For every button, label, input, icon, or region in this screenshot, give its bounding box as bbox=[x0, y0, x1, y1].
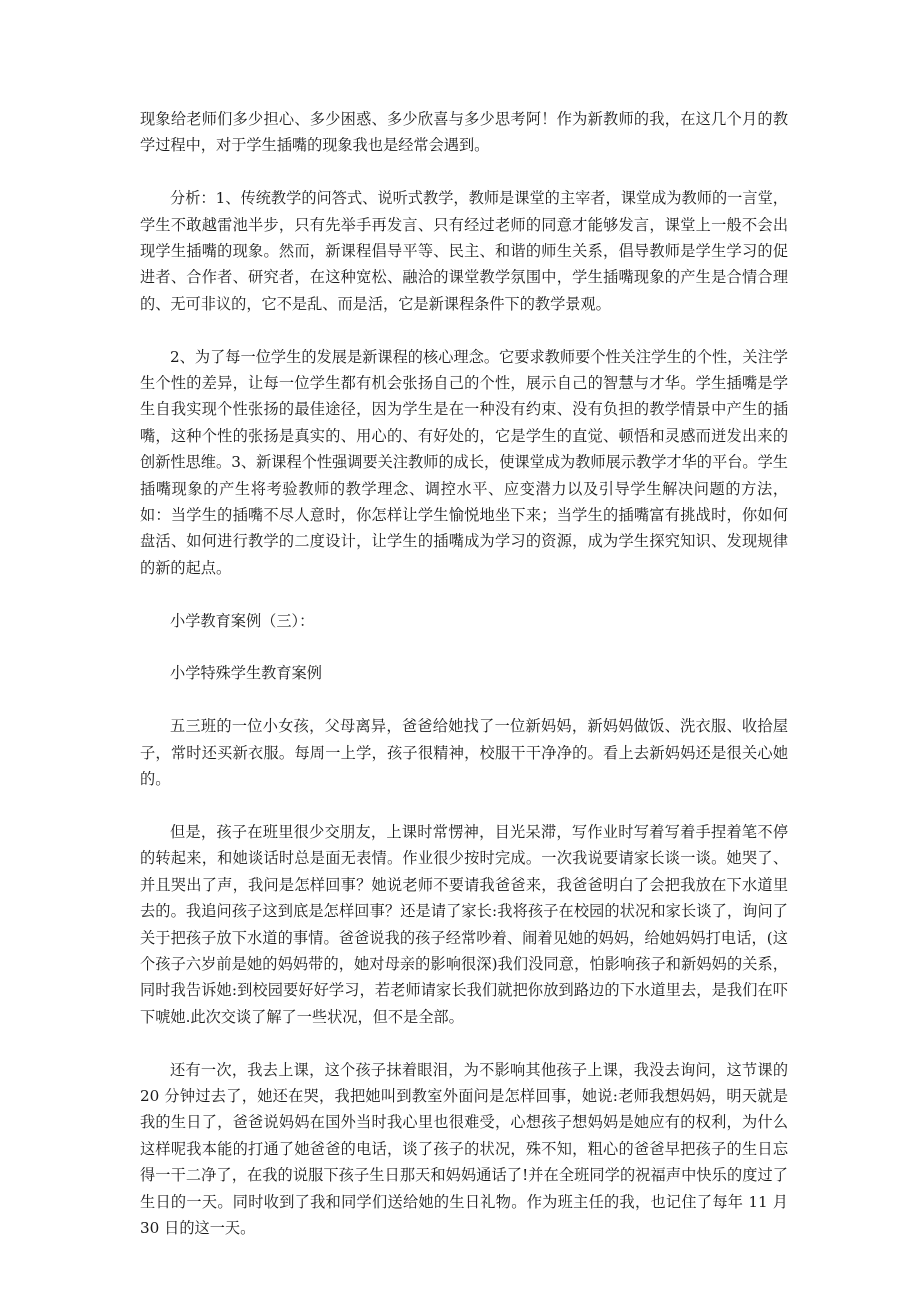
paragraph-intro-continuation: 现象给老师们多少担心、多少困惑、多少欣喜与多少思考阿！作为新教师的我，在这几个月的教学过程中，对于学生插嘴的现象我也是经常会遇到。 bbox=[140, 110, 788, 155]
document-body bbox=[140, 106, 788, 1268]
section-heading-case-3: 小学教育案例（三）： bbox=[170, 611, 315, 630]
paragraph-analysis-1: 分析：1、传统教学的问答式、说听式教学，教师是课堂的主宰者，课堂成为教师的一言堂，学生不敢越雷池半步，只有先举手再发言、只有经过老师的同意才能够发言，课堂上一般不会出现学生插嘴的现象。然而，新课程倡导平等、民主、和谐的师生关系，倡导教师是学生学习的促进者、合作者、研究者，在这种宽松、融洽的课堂教学氛围中，学生插嘴现象的产生是合情合理的、无可非议的，它不是乱、而是活，它是新课程条件下的教学景观。 bbox=[140, 189, 788, 313]
paragraph-case-background: 五三班的一位小女孩，父母离异，爸爸给她找了一位新妈妈，新妈妈做饭、洗衣服、收拾屋子，常时还买新衣服。每周一上学，孩子很精神，校服干干净净的。看上去新妈妈还是很关心她的。 bbox=[140, 717, 788, 789]
paragraph-case-problem: 但是，孩子在班里很少交朋友，上课时常愣神，目光呆滞，写作业时写着写着手捏着笔不停的转起来，和她谈话时总是面无表情。作业很少按时完成。一次我说要请家长谈一谈。她哭了、并且哭出了声，我问是怎样回事？她说老师不要请我爸爸来，我爸爸明白了会把我放在下水道里去的。我追问孩子这到底是怎样回事？还是请了家长:我将孩子在校园的状况和家长谈了，询问了关于把孩子放下水道的事情。爸爸说我的孩子经常吵着、闹着见她的妈妈，给她妈妈打电话，(这个孩子六岁前是她的妈妈带的，她对母亲的影响很深)我们没同意，怕影响孩子和新妈妈的关系，同时我告诉她:到校园要好好学习，若老师请家长我们就把你放到路边的下水道里去，是我们在吓下唬她.此次交谈了解了一些状况，但不是全部。 bbox=[140, 822, 788, 1026]
paragraph-analysis-2-3: 2、为了每一位学生的发展是新课程的核心理念。它要求教师要个性关注学生的个性，关注学生个性的差异，让每一位学生都有机会张扬自己的个性，展示自己的智慧与才华。学生插嘴是学生自我实现个性张扬的最佳途径，因为学生是在一种没有约束、没有负担的教学情景中产生的插嘴，这种个性的张扬是真实的、用心的、有好处的，它是学生的直觉、顿悟和灵感而迸发出来的创新性思维。3、新课程个性强调要关注教师的成长，使课堂成为教师展示教学才华的平台。学生插嘴现象的产生将考验教师的教学理念、调控水平、应变潜力以及引导学生解决问题的方法，如：当学生的插嘴不尽人意时，你怎样让学生愉悦地坐下来；当学生的插嘴富有挑战时，你如何盘活、如何进行教学的二度设计，让学生的插嘴成为学习的资源，成为学生探究知识、发现规律的新的起点。 bbox=[140, 347, 788, 577]
section-subtitle: 小学特殊学生教育案例 bbox=[170, 664, 322, 683]
paragraph-case-birthday: 还有一次，我去上课，这个孩子抹着眼泪，为不影响其他孩子上课，我没去询问，这节课的 20 分钟过去了，她还在哭，我把她叫到教室外面问是怎样回事，她说:老师我想妈妈，明天就是我的生日了，爸爸说妈妈在国外当时我心里也很难受，心想孩子想妈妈是她应有的权利，为什么这样呢我本能的打通了她爸爸的电话，谈了孩子的状况，殊不知，粗心的爸爸早把孩子的生日忘得一干二净了，在我的说服下孩子生日那天和妈妈通话了!并在全班同学的祝福声中快乐的度过了生日的一天。同时收到了我和同学们送给她的生日礼物。作为班主任的我，也记住了每年 11 月 30 日的这一天。 bbox=[140, 1060, 788, 1237]
